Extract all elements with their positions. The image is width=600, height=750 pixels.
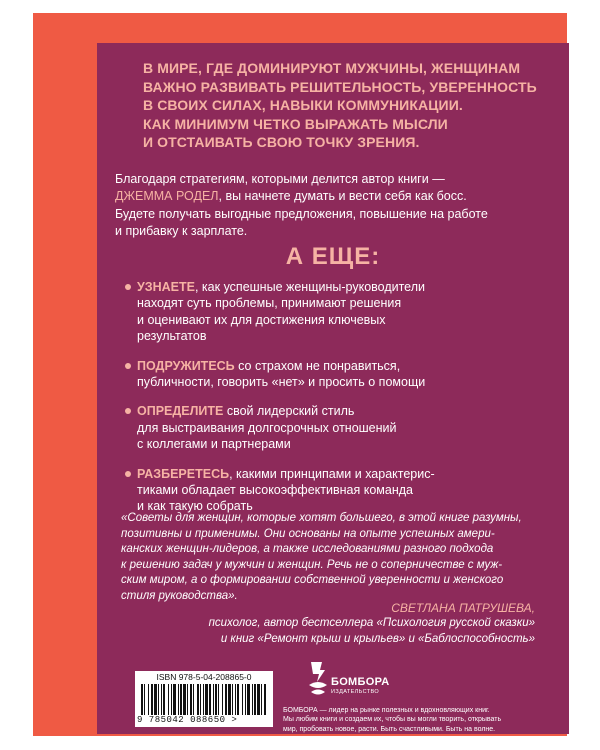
- bullet-list: [137, 279, 557, 528]
- bullet-item: [137, 279, 557, 345]
- bombora-logo-icon: [307, 660, 329, 700]
- reviewer-credentials: и книг «Ремонт крыш и крыльев» и «Баблоспособность»: [220, 632, 535, 645]
- bullet-dot-icon: [125, 471, 131, 477]
- isbn-number: ISBN 978-5-04-208865-0: [156, 672, 252, 682]
- bullet-text: со страхом не понравиться,: [234, 358, 401, 373]
- bullet-text: , как успешные женщины-руководители: [194, 280, 425, 294]
- bullet-text: тиками обладает высокоэффективная команда: [137, 483, 413, 498]
- bullet-text: находят суть проблемы, принимают решения: [137, 296, 402, 311]
- quote-line: позитивны и применимы. Они основаны на опыте успешных амери-: [121, 527, 495, 540]
- barcode-icon: [141, 684, 267, 715]
- lead-line: И ОТСТАИВАТЬ СВОЮ ТОЧКУ ЗРЕНИЯ.: [143, 134, 420, 151]
- publisher-name: БОМБОРА: [331, 676, 390, 688]
- content-panel: [97, 43, 569, 734]
- bullet-dot-icon: [125, 284, 131, 290]
- intro-line: Благодаря стратегиям, которыми делится автор книги —: [115, 172, 445, 186]
- blurb-line: мир, пробовать новое, расти. Быть счастливыми. Быть на волне.: [283, 725, 496, 733]
- bullet-text: и как такую собрать: [137, 499, 253, 514]
- bullet-keyword: РАЗБЕРЕТЕСЬ: [137, 466, 230, 481]
- lead-line: В СВОИХ СИЛАХ, НАВЫКИ КОММУНИКАЦИИ.: [143, 97, 463, 114]
- lead-line: КАК МИНИМУМ ЧЕТКО ВЫРАЖАТЬ МЫСЛИ: [143, 115, 448, 132]
- quote-line: «Советы для женщин, которые хотят большего, в этой книге разумны,: [121, 512, 522, 524]
- section-heading: А ЕЩЕ:: [285, 243, 381, 270]
- lead-paragraph: [143, 59, 543, 152]
- quote-line: стиля руководства».: [121, 589, 238, 602]
- bullet-text: результатов: [137, 329, 207, 344]
- bullet-text: свой лидерский стиль: [223, 404, 355, 419]
- bullet-text: публичности, говорить «нет» и просить о помощи: [137, 375, 426, 390]
- intro-line: Будете получать выгодные предложения, повышение на работе: [115, 206, 488, 221]
- blurb-line: Мы любим книги и создаем их, чтобы вы могли творить, открывать: [283, 716, 502, 724]
- intro-paragraph: [115, 171, 555, 240]
- isbn-barcode: [135, 671, 273, 727]
- barcode-digits: 9 785042 088650 >: [137, 715, 238, 725]
- author-name: ДЖЕММА РОДЕЛ: [115, 189, 219, 204]
- reviewer-name: СВЕТЛАНА ПАТРУШЕВА,: [391, 601, 535, 615]
- bullet-text: и оценивают их для достижения ключевых: [137, 312, 386, 327]
- quote-attribution: [209, 600, 535, 647]
- bullet-text: , какими принципами и характерис-: [229, 466, 435, 481]
- publisher-logo: [307, 660, 390, 704]
- lead-line: ВАЖНО РАЗВИВАТЬ РЕШИТЕЛЬНОСТЬ, УВЕРЕННОСТЬ: [143, 78, 537, 95]
- bullet-keyword: ОПРЕДЕЛИТЕ: [137, 404, 224, 419]
- intro-text: , вы начнете думать и вести себя как босс.: [218, 189, 467, 204]
- bullet-item: [137, 466, 557, 515]
- bullet-dot-icon: [125, 408, 131, 414]
- publisher-blurb: [283, 706, 567, 734]
- bullet-keyword: ПОДРУЖИТЕСЬ: [137, 358, 235, 373]
- bullet-text: с коллегами и партнерами: [137, 437, 291, 452]
- quote-line: канских женщин-лидеров, а также исследованиями разного подхода: [121, 543, 494, 556]
- bullet-keyword: УЗНАЕТЕ: [137, 280, 195, 294]
- intro-line: [115, 188, 555, 205]
- reviewer-credentials: психолог, автор бестселлера «Психология русской сказки»: [208, 617, 535, 629]
- bullet-text: для выстраивания долгосрочных отношений: [137, 420, 397, 435]
- bullet-dot-icon: [125, 363, 131, 369]
- quote-line: ским миром, а о формировании собственной уверенности и женского: [121, 574, 504, 587]
- blurb-line: БОМБОРА — лидер на рынке полезных и вдохновляющих книг.: [283, 707, 490, 714]
- quote-line: к решению задач у мужчин и женщин. Речь не о соперничестве с муж-: [121, 558, 503, 571]
- book-back-cover: [33, 13, 567, 736]
- bullet-item: [137, 403, 557, 452]
- review-quote: [121, 511, 551, 605]
- lead-line: В МИРЕ, ГДЕ ДОМИНИРУЮТ МУЖЧИНЫ, ЖЕНЩИНАМ: [143, 60, 521, 76]
- bullet-item: [137, 358, 557, 391]
- intro-line: и прибавку к зарплате.: [115, 223, 248, 238]
- publisher-subtitle: ИЗДАТЕЛЬСТВО: [331, 689, 380, 695]
